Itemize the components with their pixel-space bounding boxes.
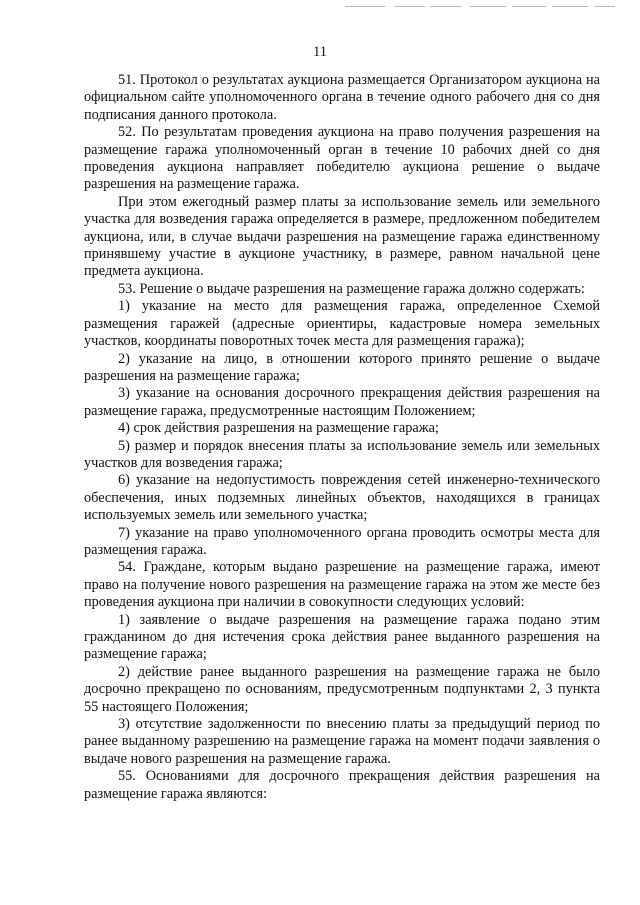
list-item: 2) указание на лицо, в отношении которого принято решение о выдаче разрешения на размещение гаража; — [84, 350, 600, 384]
document-body — [84, 72, 600, 803]
paragraph-54: 54. Граждане, которым выдано разрешение на размещение гаража, имеют право на получение нового разрешения на размещение гаража на этом же месте без проведения аукциона при наличии в совокупности следующих условий: — [84, 559, 600, 611]
list-item: 3) отсутствие задолженности по внесению платы за предыдущий период по ранее выданному разрешению на размещение гаража на момент подачи заявления о выдаче нового разрешения на размещение гаража. — [84, 716, 600, 767]
header-mark — [512, 6, 546, 7]
list-item: 4) срок действия разрешения на размещение гаража; — [118, 420, 439, 437]
header-mark — [470, 6, 506, 7]
paragraph-53: 53. Решение о выдаче разрешения на размещение гаража должно содержать: — [118, 280, 585, 297]
list-item: 2) действие ранее выданного разрешения на размещение гаража не было досрочно прекращено по основаниям, предусмотренным подпунктами 2, 3 пункта 55 настоящего Положения; — [84, 663, 600, 715]
header-mark — [430, 6, 462, 7]
list-item: 3) указание на основания досрочного прекращения действия разрешения на размещение гаража, предусмотренные настоящим Положением; — [84, 385, 600, 419]
header-mark — [595, 6, 615, 7]
paragraph-52: 52. По результатам проведения аукциона на право получения разрешения на размещение гаража уполномоченный орган в течение 10 рабочих дней со дня проведения аукциона направляет победителю аукциона решение о выдаче разрешения на размещение гаража. — [84, 124, 600, 193]
header-mark — [395, 6, 425, 7]
header-mark — [345, 6, 385, 7]
list-item: 1) указание на место для размещения гаража, определенное Схемой размещения гаражей (адресные ориентиры, кадастровые номера земельных участков, координаты поворотных точек места для размещения гаража); — [84, 298, 600, 350]
list-item: 6) указание на недопустимость повреждения сетей инженерно-технического обеспечения, иных подземных линейных объектов, находящихся в границах используемых земель или земельного участка; — [84, 472, 600, 524]
list-item: 1) заявление о выдаче разрешения на размещение гаража подано этим гражданином до дня истечения срока действия ранее выданного разрешения на размещение гаража; — [84, 611, 600, 663]
list-item: 5) размер и порядок внесения платы за использование земель или земельных участков для возведения гаража; — [84, 437, 600, 471]
page-number: 11 — [313, 44, 327, 60]
paragraph-51: 51. Протокол о результатах аукциона размещается Организатором аукциона на официальном сайте уполномоченного органа в течение одного рабочего дня со дня подписания данного протокола. — [84, 72, 600, 123]
paragraph-55: 55. Основаниями для досрочного прекращения действия разрешения на размещение гаража являются: — [84, 768, 600, 802]
header-mark — [552, 6, 588, 7]
list-item: 7) указание на право уполномоченного органа проводить осмотры места для размещения гаража. — [84, 524, 600, 558]
paragraph-52-fee: При этом ежегодный размер платы за использование земель или земельного участка для возведения гаража определяется в размере, предложенном победителем аукциона, или, в случае выдачи разрешения на размещение гаража единственному принявшему участие в аукционе участнику, в размере, равном начальной цене предмета аукциона. — [84, 193, 600, 280]
